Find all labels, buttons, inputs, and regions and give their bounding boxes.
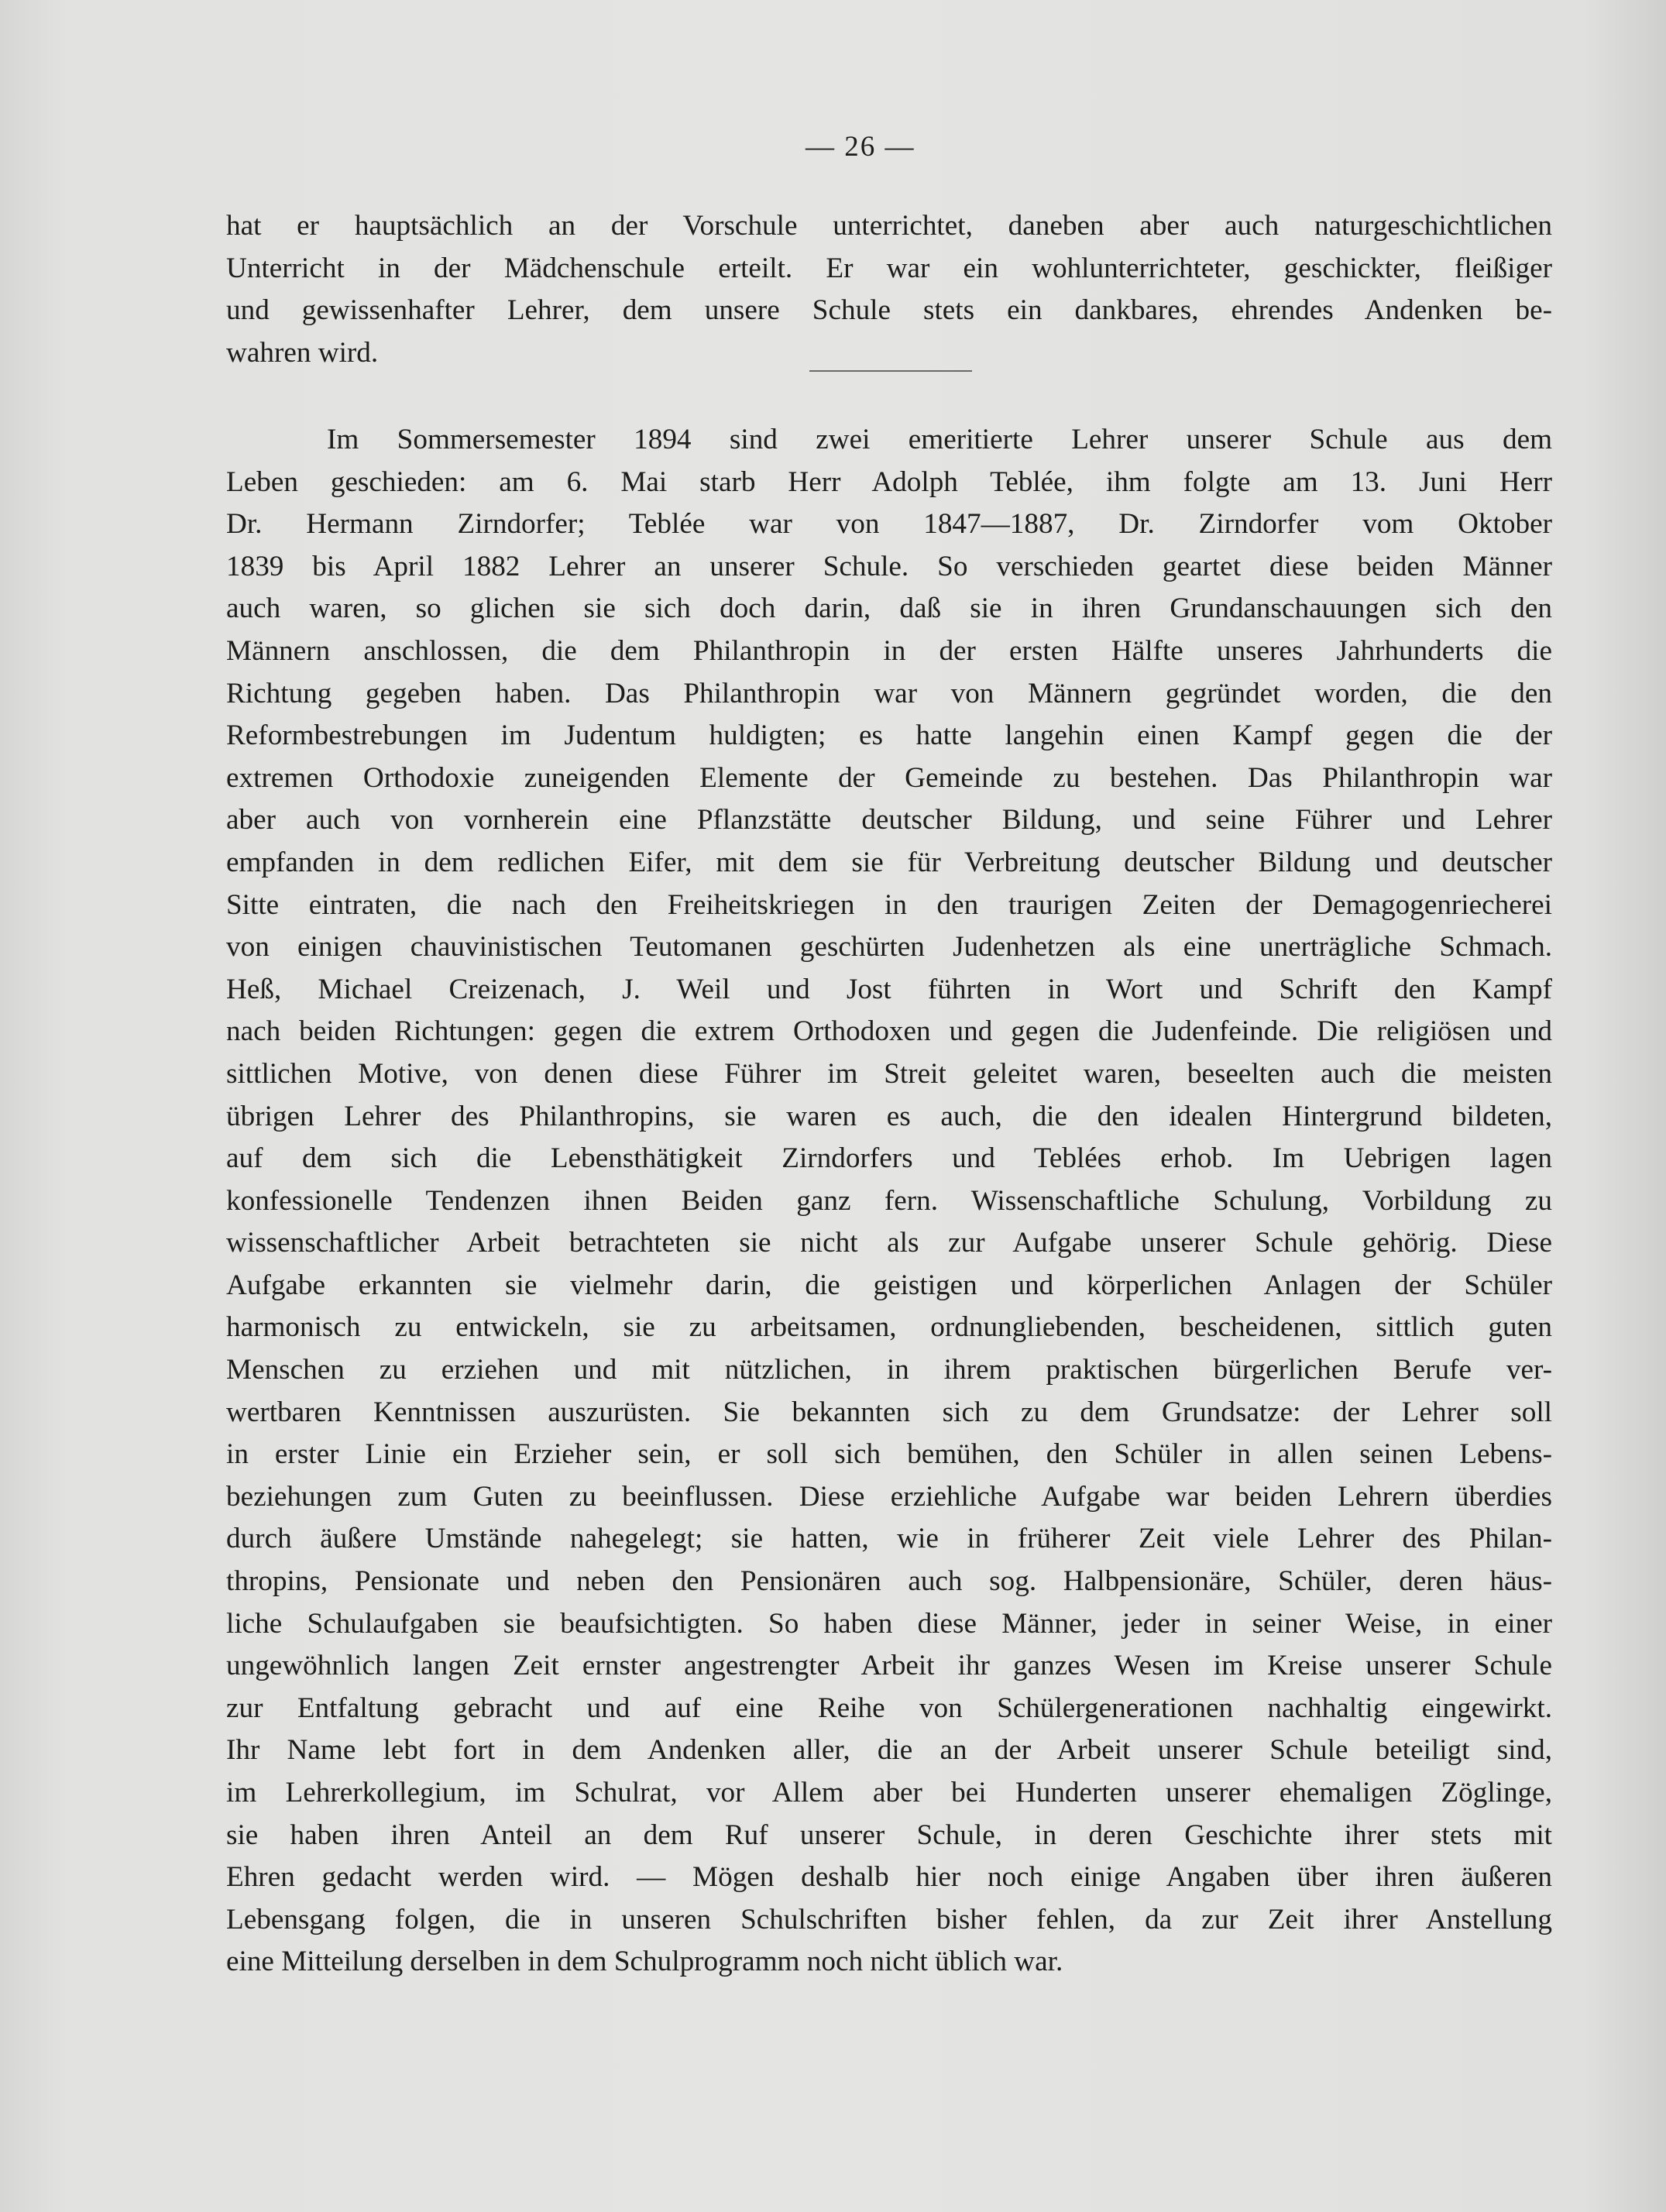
text-line: Männern anschlossen, die dem Philanthropin in der ersten Hälfte unseres Jahrhunderts die (226, 634, 1552, 667)
text-line: Aufgabe erkannten sie vielmehr darin, die geistigen und körperlichen Anlagen der Schüler (226, 1269, 1552, 1301)
text-line: hat er hauptsächlich an der Vorschule unterrichtet, daneben aber auch naturgeschichtlichen (226, 210, 1552, 242)
text-line: Sitte eintraten, die nach den Freiheitskriegen in den traurigen Zeiten der Demagogenriecherei (226, 888, 1552, 921)
text-line: harmonisch zu entwickeln, sie zu arbeitsamen, ordnungliebenden, bescheidenen, sittlich guten (226, 1311, 1552, 1344)
text-line: zur Entfaltung gebracht und auf eine Reihe von Schülergenerationen nachhaltig eingewirkt. (226, 1692, 1552, 1724)
text-line: und gewissenhafter Lehrer, dem unsere Schule stets ein dankbares, ehrendes Andenken be- (226, 294, 1552, 327)
text-line: Menschen zu erziehen und mit nützlichen, in ihrem praktischen bürgerlichen Berufe ver- (226, 1354, 1552, 1386)
text-line: auch waren, so glichen sie sich doch darin, daß sie in ihren Grundanschauungen sich den (226, 592, 1552, 625)
text-line: Leben geschieden: am 6. Mai starb Herr Adolph Teblée, ihm folgte am 13. Juni Herr (226, 465, 1552, 498)
text-line: Ehren gedacht werden wird. — Mögen deshalb hier noch einige Angaben über ihren äußeren (226, 1861, 1552, 1894)
text-line: sie haben ihren Anteil an dem Ruf unserer Schule, in deren Geschichte ihrer stets mit (226, 1819, 1552, 1851)
text-line: Richtung gegeben haben. Das Philanthropin war von Männern gegründet worden, die den (226, 677, 1552, 709)
section-separator (809, 370, 972, 372)
text-line: Heß, Michael Creizenach, J. Weil und Jost führten in Wort und Schrift den Kampf (226, 973, 1552, 1005)
text-line: aber auch von vornherein eine Pflanzstätte deutscher Bildung, und seine Führer und Lehrer (226, 804, 1552, 836)
text-line: Lebensgang folgen, die in unseren Schulschriften bisher fehlen, da zur Zeit ihrer Anstellung (226, 1903, 1552, 1936)
text-line: nach beiden Richtungen: gegen die extrem Orthodoxen und gegen die Judenfeinde. Die religiösen und (226, 1015, 1552, 1048)
text-line: ungewöhnlich langen Zeit ernster angestrengter Arbeit ihr ganzes Wesen im Kreise unserer Schule (226, 1650, 1552, 1682)
text-line: sittlichen Motive, von denen diese Führer im Streit geleitet waren, beseelten auch die meisten (226, 1057, 1552, 1090)
text-line: thropins, Pensionate und neben den Pensionären auch sog. Halbpensionäre, Schüler, deren häus- (226, 1565, 1552, 1598)
text-line: Reformbestrebungen im Judentum huldigten; es hatte langehin einen Kampf gegen die der (226, 720, 1552, 752)
text-line: im Lehrerkollegium, im Schulrat, vor Allem aber bei Hunderten unserer ehemaligen Zöglinge, (226, 1777, 1552, 1808)
text-line: von einigen chauvinistischen Teutomanen geschürten Judenhetzen als eine unerträgliche Schmach. (226, 931, 1552, 963)
text-line: empfanden in dem redlichen Eifer, mit dem sie für Verbreitung deutscher Bildung und deutscher (226, 846, 1552, 878)
text-line: Im Sommersemester 1894 sind zwei emeritierte Lehrer unserer Schule aus dem (327, 424, 1552, 455)
text-line: liche Schulaufgaben sie beaufsichtigten. So haben diese Männer, jeder in seiner Weise, in einer (226, 1607, 1552, 1640)
text-line: extremen Orthodoxie zuneigenden Elemente der Gemeinde zu bestehen. Das Philanthropin war (226, 761, 1552, 794)
paragraph-2 (226, 419, 1552, 1984)
text-line: übrigen Lehrer des Philanthropins, sie waren es auch, die den idealen Hintergrund bildeten, (226, 1100, 1552, 1132)
text-line: in erster Linie ein Erzieher sein, er soll sich bemühen, den Schüler in allen seinen Lebens- (226, 1438, 1552, 1471)
text-line: auf dem sich die Lebensthätigkeit Zirndorfers und Teblées erhob. Im Uebrigen lagen (226, 1142, 1552, 1175)
text-line: Unterricht in der Mädchenschule erteilt. Er war ein wohlunterrichteter, geschickter, fleißiger (226, 252, 1552, 284)
paragraph-1 (226, 205, 1552, 374)
text-line: Dr. Hermann Zirndorfer; Teblée war von 1847—1887, Dr. Zirndorfer vom Oktober (226, 508, 1552, 541)
page-number: — 26 — (806, 131, 915, 163)
text-line: wissenschaftlicher Arbeit betrachteten sie nicht als zur Aufgabe unserer Schule gehörig. Diese (226, 1227, 1552, 1259)
text-line: beziehungen zum Guten zu beeinflussen. Diese erziehliche Aufgabe war beiden Lehrern überdies (226, 1480, 1552, 1513)
text-line: wertbaren Kenntnissen auszurüsten. Sie bekannten sich zu dem Grundsatze: der Lehrer soll (226, 1396, 1552, 1428)
text-line: 1839 bis April 1882 Lehrer an unserer Schule. So verschieden geartet diese beiden Männer (226, 550, 1552, 582)
text-line: durch äußere Umstände nahegelegt; sie hatten, wie in früherer Zeit viele Lehrer des Philan- (226, 1523, 1552, 1555)
text-line: konfessionelle Tendenzen ihnen Beiden ganz fern. Wissenschaftliche Schulung, Vorbildung zu (226, 1184, 1552, 1217)
text-line: Ihr Name lebt fort in dem Andenken aller, die an der Arbeit unserer Schule beteiligt sind, (226, 1734, 1552, 1767)
text-line: eine Mitteilung derselben in dem Schulprogramm noch nicht üblich war. (226, 1946, 1063, 1978)
text-line: wahren wird. (226, 336, 379, 369)
